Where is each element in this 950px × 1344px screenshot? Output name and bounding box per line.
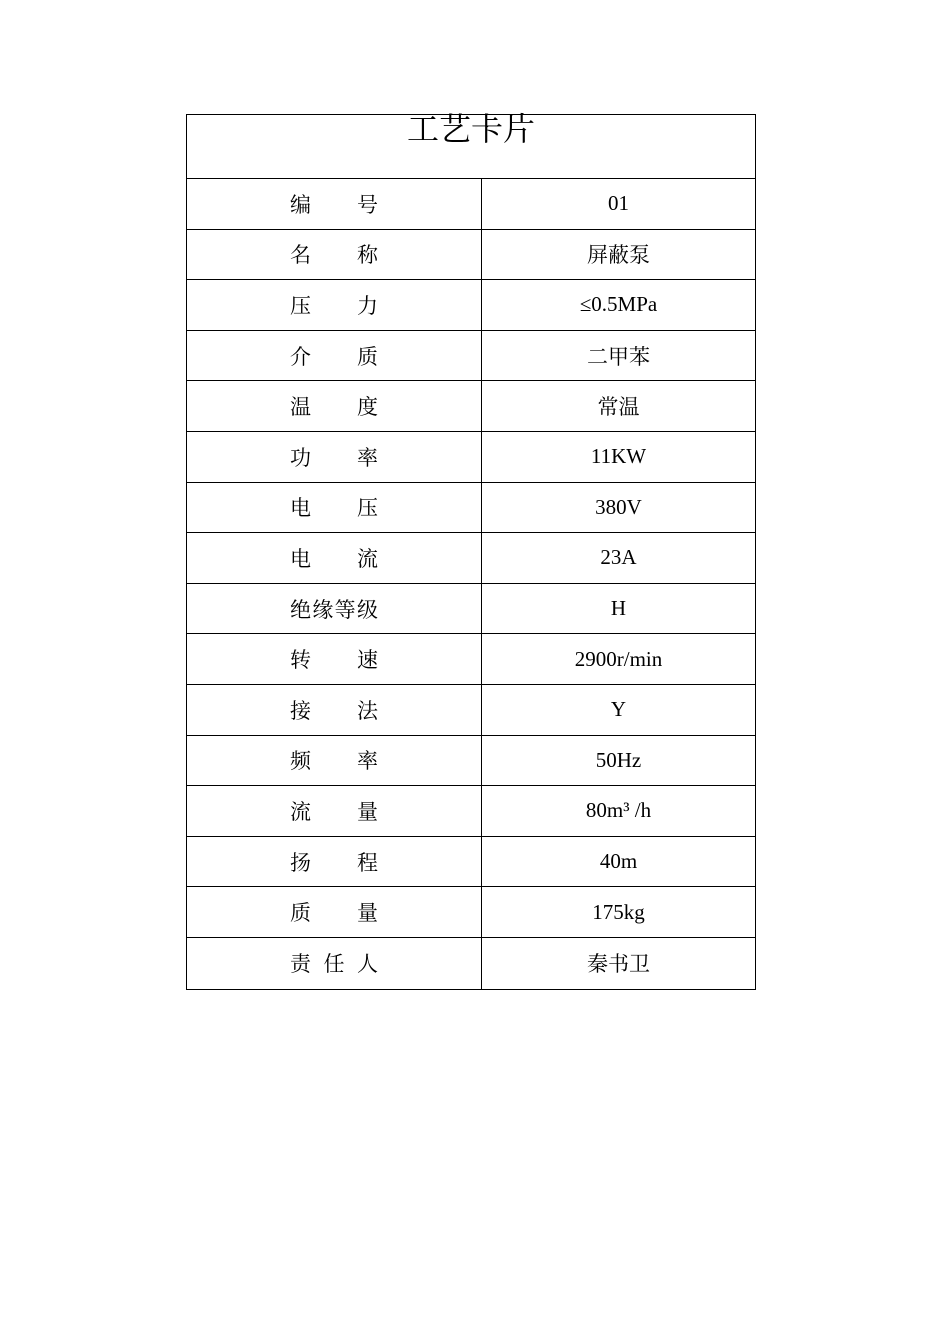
row-label-cell [187, 483, 482, 533]
table-row [187, 179, 755, 230]
row-label-cell [187, 786, 482, 836]
row-label: 扬程 [290, 850, 378, 875]
row-value: 常温 [597, 395, 640, 420]
row-label-cell [187, 331, 482, 381]
row-label-cell [187, 381, 482, 431]
row-value: 01 [608, 191, 629, 216]
row-label: 流量 [290, 799, 378, 824]
row-label-cell [187, 179, 482, 229]
row-label-cell [187, 230, 482, 280]
row-value: ≤0.5MPa [579, 292, 658, 317]
table-row [187, 280, 755, 331]
title-row [187, 110, 755, 179]
table-row [187, 331, 755, 382]
row-value: 2900r/min [574, 646, 663, 671]
row-label: 转速 [290, 648, 378, 673]
row-value: 50Hz [595, 747, 642, 772]
table-row [187, 887, 755, 938]
card-title: 工艺卡片 [406, 110, 535, 148]
table-row [187, 786, 755, 837]
table-row [187, 634, 755, 685]
row-value: 11KW [590, 444, 647, 469]
row-label-cell [187, 685, 482, 735]
row-label: 介质 [290, 344, 378, 369]
table-row [187, 736, 755, 787]
row-label: 绝缘等级 [290, 597, 378, 622]
table-row [187, 938, 755, 989]
row-label: 电流 [290, 546, 378, 571]
process-card-table [186, 110, 756, 990]
row-label-cell [187, 837, 482, 887]
row-label-cell [187, 887, 482, 937]
row-label: 接法 [290, 698, 378, 723]
row-label-cell [187, 280, 482, 330]
row-label: 责任人 [290, 952, 378, 977]
row-value: 380V [595, 494, 642, 519]
row-label: 频率 [290, 749, 378, 774]
row-value: Y [610, 697, 627, 722]
row-label-cell [187, 634, 482, 684]
row-label-cell [187, 584, 482, 634]
row-label: 名称 [290, 243, 378, 268]
row-value: H [610, 596, 627, 621]
row-label-cell [187, 533, 482, 583]
row-value: 二甲苯 [587, 344, 650, 369]
row-value: 175kg [592, 899, 645, 924]
table-row [187, 432, 755, 483]
row-label-cell [187, 938, 482, 989]
row-label: 功率 [290, 445, 378, 470]
table-row [187, 533, 755, 584]
row-label: 压力 [290, 293, 378, 318]
table-row [187, 230, 755, 281]
row-value: 80m³ /h [585, 798, 652, 823]
row-label: 编号 [290, 192, 378, 217]
row-value: 40m [599, 849, 638, 874]
table-row [187, 685, 755, 736]
table-row [187, 584, 755, 635]
row-label: 温度 [290, 395, 378, 420]
row-label-cell [187, 432, 482, 482]
row-value: 秦书卫 [587, 952, 650, 977]
row-value: 屏蔽泵 [587, 243, 650, 268]
table-row [187, 483, 755, 534]
table-row [187, 837, 755, 888]
row-value: 23A [600, 545, 637, 570]
row-label-cell [187, 736, 482, 786]
row-label: 质量 [290, 901, 378, 926]
row-label: 电压 [290, 496, 378, 521]
table-row [187, 381, 755, 432]
